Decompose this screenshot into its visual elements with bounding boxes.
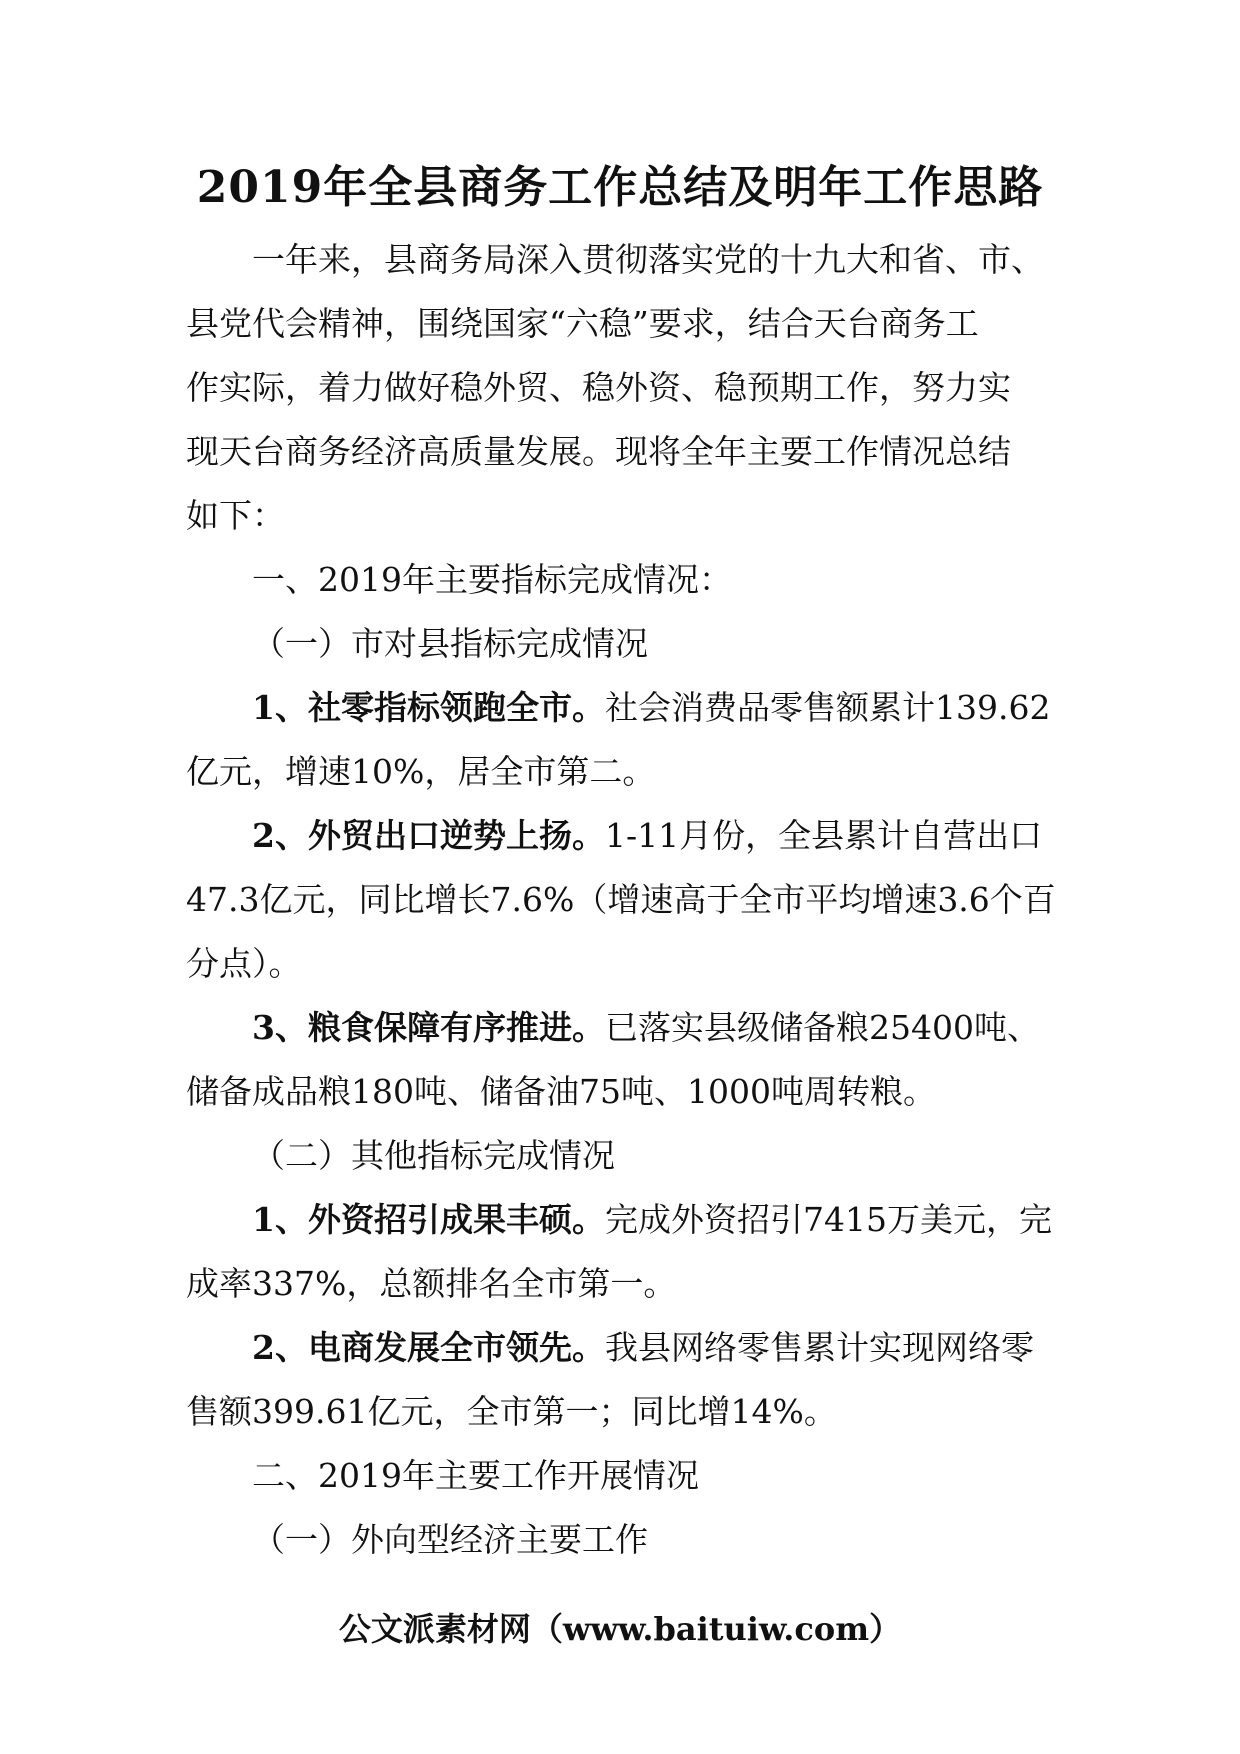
section1-sub1-heading: （一）市对县指标完成情况 <box>252 624 648 663</box>
item-text: 已落实县级储备粮25400吨、 <box>604 1008 1040 1047</box>
footer-watermark: 公文派素材网（www.baituiw.com） <box>338 1610 902 1648</box>
item-text: 1-11月份，全县累计自营出口 <box>604 816 1043 855</box>
s1-sub1-item1-line-1 <box>186 676 1056 740</box>
intro-line-1: 一年来，县商务局深入贯彻落实党的十九大和省、市、 <box>252 240 1044 279</box>
document-title: 2019年全县商务工作总结及明年工作思路 <box>196 162 1044 213</box>
item-text: 社会消费品零售额累计139.62 <box>604 688 1051 727</box>
s1-sub2-item1-line-1 <box>186 1188 1056 1252</box>
section1-sub2-heading: （二）其他指标完成情况 <box>252 1136 615 1175</box>
s1-sub2-item2-line-2: 售额399.61亿元，全市第一；同比增14%。 <box>186 1392 837 1431</box>
intro-line-5: 如下： <box>186 496 285 535</box>
s1-sub2-item1-line-2: 成率337%，总额排名全市第一。 <box>186 1264 677 1303</box>
s1-sub1-item3-line-1 <box>186 996 1056 1060</box>
intro-line-2: 县党代会精神，围绕国家“六稳”要求，结合天台商务工 <box>186 304 979 343</box>
s1-sub1-item2-line-2: 47.3亿元，同比增长7.6%（增速高于全市平均增速3.6个百 <box>186 880 1056 919</box>
section1-heading: 一、2019年主要指标完成情况： <box>252 560 732 599</box>
item-text: 完成外资招引7415万美元，完 <box>604 1200 1052 1239</box>
s1-sub1-item2-line-1 <box>186 804 1056 868</box>
intro-line-4: 现天台商务经济高质量发展。现将全年主要工作情况总结 <box>186 432 1011 471</box>
s1-sub2-item2-line-1 <box>186 1316 1056 1380</box>
item-lead: 1、外资招引成果丰硕。 <box>252 1200 605 1239</box>
s1-sub1-item3-line-2: 储备成品粮180吨、储备油75吨、1000吨周转粮。 <box>186 1072 936 1111</box>
item-lead: 1、社零指标领跑全市。 <box>252 688 605 727</box>
document-body <box>186 228 1056 1572</box>
item-text: 我县网络零售累计实现网络零 <box>604 1328 1034 1367</box>
s1-sub1-item1-line-2: 亿元，增速10%，居全市第二。 <box>186 752 656 791</box>
item-lead: 2、电商发展全市领先。 <box>252 1328 605 1367</box>
item-lead: 2、外贸出口逆势上扬。 <box>252 816 605 855</box>
s1-sub1-item2-line-3: 分点）。 <box>186 944 302 983</box>
section2-sub1-heading: （一）外向型经济主要工作 <box>252 1520 648 1559</box>
section2-heading: 二、2019年主要工作开展情况 <box>252 1456 699 1495</box>
intro-line-3: 作实际，着力做好稳外贸、稳外资、稳预期工作，努力实 <box>186 368 1011 407</box>
item-lead: 3、粮食保障有序推进。 <box>252 1008 605 1047</box>
